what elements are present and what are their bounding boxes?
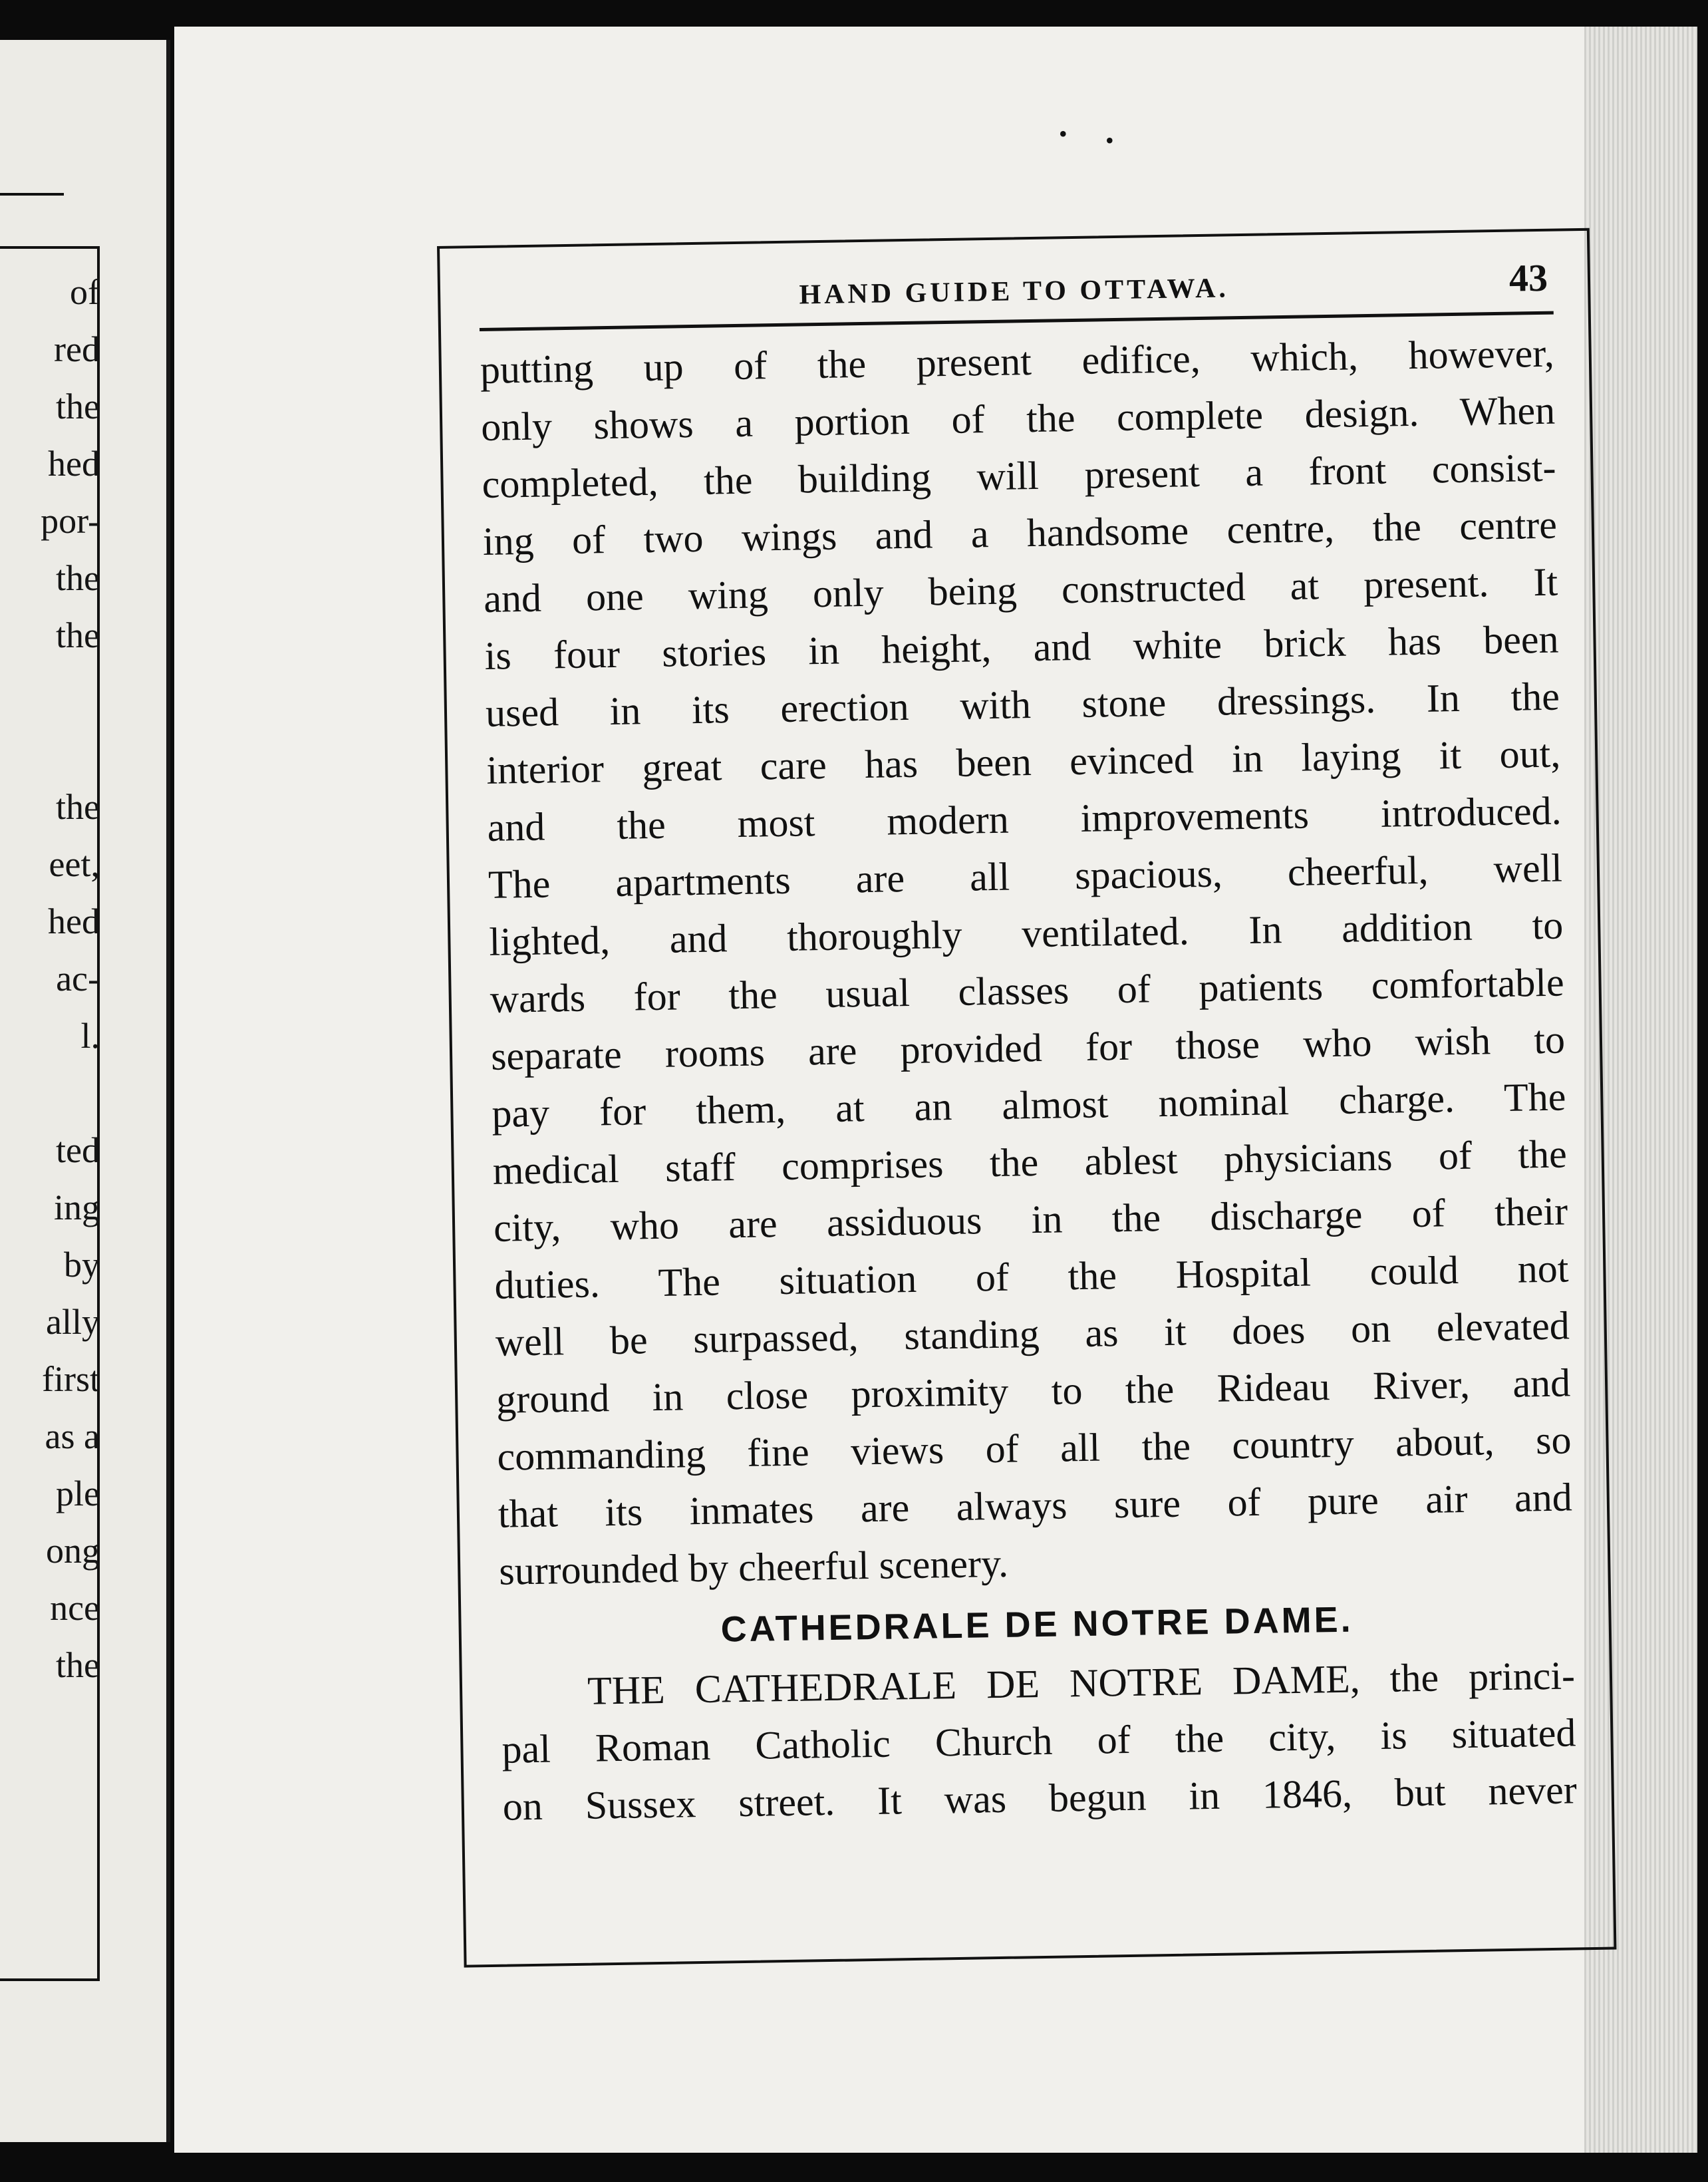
text-line: duties. The situation of the Hospital could not bbox=[494, 1246, 1569, 1307]
text-line: lighted, and thoroughly ventilated. In addition to bbox=[488, 903, 1564, 964]
previous-page-fragment bbox=[0, 664, 100, 721]
previous-page-fragment bbox=[0, 206, 100, 263]
previous-page-fragment bbox=[0, 1064, 100, 1122]
ink-speck: • bbox=[1105, 127, 1114, 154]
text-line: and the most modern improvements introduced. bbox=[487, 788, 1562, 850]
previous-page-fragment: eet, bbox=[49, 844, 100, 884]
previous-page-fragment bbox=[0, 721, 100, 778]
book-page bbox=[174, 27, 1697, 2153]
ink-speck: • bbox=[1059, 120, 1068, 147]
text-line: used in its erection with stone dressings. In the bbox=[485, 674, 1560, 735]
text-line: medical staff comprises the ablest physicians of the bbox=[492, 1132, 1568, 1193]
text-line: is four stories in height, and white brick has been bbox=[484, 617, 1560, 678]
previous-page-fragment: the bbox=[56, 558, 100, 598]
running-title: HAND GUIDE TO OTTAWA. bbox=[799, 273, 1230, 311]
text-line: ing of two wings and a handsome centre, the centre bbox=[482, 502, 1558, 563]
text-line: only shows a portion of the complete design. When bbox=[480, 388, 1556, 449]
previous-page-fragment: ple bbox=[56, 1474, 100, 1513]
previous-page-fragment: the bbox=[56, 787, 100, 827]
previous-page-fragment: por- bbox=[41, 501, 100, 541]
section-first-line-rest: the princi- bbox=[1359, 1653, 1576, 1701]
previous-page-fragment: ac- bbox=[56, 959, 100, 999]
previous-page-fragment: as a bbox=[45, 1416, 100, 1456]
previous-page-fragment: by bbox=[64, 1245, 100, 1285]
page-frame bbox=[437, 228, 1616, 1968]
text-line: interior great care has been evinced in laying it out, bbox=[486, 731, 1561, 792]
text-line: surrounded by cheerful scenery. bbox=[498, 1541, 1009, 1593]
section-lead: THE CATHEDRALE DE NOTRE DAME, bbox=[587, 1656, 1361, 1713]
text-line: well be surpassed, standing as it does on elevated bbox=[495, 1303, 1570, 1364]
text-line: pay for them, at an almost nominal charge. The bbox=[491, 1074, 1566, 1136]
previous-page-fragment: hed bbox=[48, 901, 100, 941]
previous-page-fragment: ally bbox=[46, 1302, 100, 1342]
text-line: completed, the building will present a front consist- bbox=[482, 445, 1556, 506]
text-line: on Sussex street. It was begun in 1846, but never bbox=[502, 1768, 1578, 1829]
previous-page-text bbox=[0, 206, 100, 1694]
text-line: city, who are assiduous in the discharge of their bbox=[493, 1189, 1568, 1250]
previous-page-rule bbox=[0, 193, 64, 196]
text-line: and one wing only being constructed at present. It bbox=[483, 559, 1558, 621]
previous-page-fragment: of bbox=[70, 272, 100, 312]
text-line: ground in close proximity to the Rideau River, and bbox=[496, 1360, 1571, 1422]
previous-page bbox=[0, 40, 170, 2142]
text-line: commanding fine views of all the country about, so bbox=[497, 1418, 1572, 1479]
body-text bbox=[480, 325, 1577, 1835]
previous-page-fragment: ted bbox=[56, 1130, 100, 1170]
text-line: separate rooms are provided for those who wish to bbox=[490, 1017, 1566, 1078]
cathedral-paragraph bbox=[501, 1704, 1578, 1835]
text-line: pal Roman Catholic Church of the city, is situated bbox=[501, 1710, 1576, 1772]
previous-page-fragment: the bbox=[56, 1645, 100, 1685]
previous-page-fragment: the bbox=[56, 615, 100, 655]
previous-page-fragment: first bbox=[42, 1359, 100, 1399]
previous-page-fragment: red bbox=[54, 329, 100, 369]
previous-page-fragment: nce bbox=[50, 1588, 100, 1628]
previous-page-fragment: ing bbox=[53, 1187, 100, 1227]
text-line: that its inmates are always sure of pure air and bbox=[498, 1475, 1573, 1536]
previous-page-fragment: the bbox=[56, 387, 100, 426]
text-line: putting up of the present edifice, which, however, bbox=[480, 331, 1555, 392]
text-line: wards for the usual classes of patients comfortable bbox=[490, 960, 1565, 1021]
previous-page-fragment: hed bbox=[48, 444, 100, 484]
text-line: The apartments are all spacious, cheerful, well bbox=[488, 846, 1563, 907]
previous-page-fragment: l. bbox=[80, 1016, 100, 1056]
page-number: 43 bbox=[1508, 255, 1548, 300]
section-heading: CATHEDRALE DE NOTRE DAME. bbox=[720, 1599, 1354, 1650]
previous-page-fragment: ong bbox=[46, 1531, 100, 1571]
hospital-paragraph bbox=[480, 325, 1574, 1600]
